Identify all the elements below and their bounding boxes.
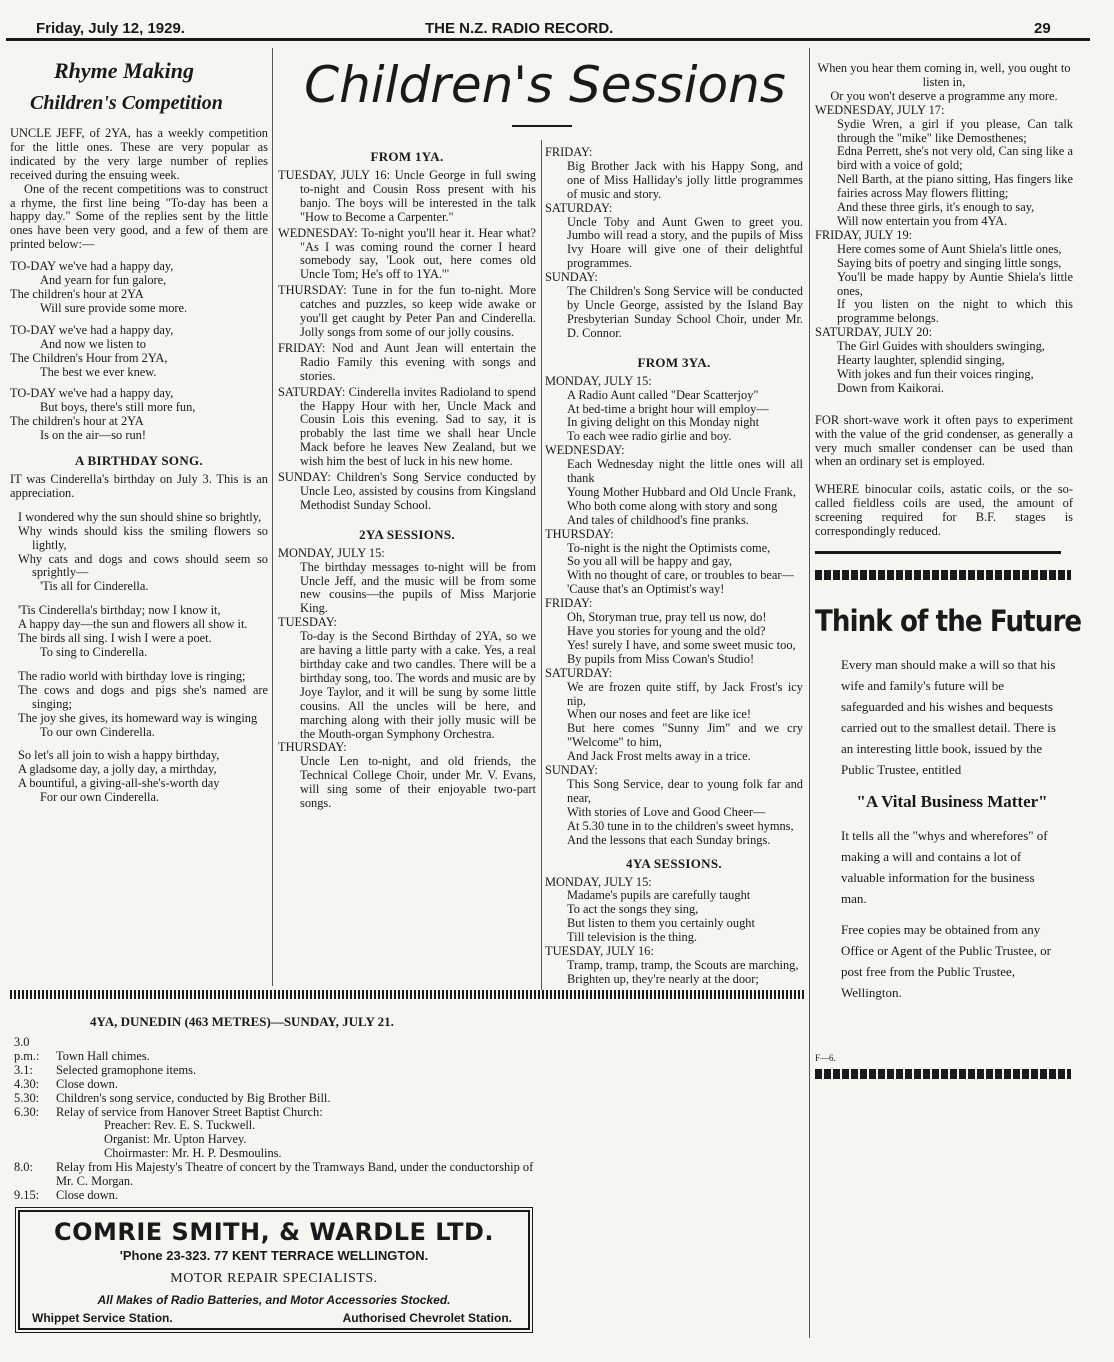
day-label: MONDAY, JULY 15: [278,545,385,560]
birthday-verse-1: I wondered why the sun should shine so brightly, Why winds should kiss the smiling flowers so lightly, Why cats and dogs and cows should seem so sprightly— 'Tis all for Cinderella. [18,509,268,594]
column-3ya-4ya: FRIDAY: Big Brother Jack with his Happy Song, and one of Miss Halliday's jolly little programmes of music and story. SATURDAY: Uncle Toby and Aunt Gwen to greet you. Jumbo will read a story, and the pupils of Miss Ivy Hoare will give one of their delightful programmes. SUNDAY: The Children's Song Service will be conducted by Uncle George, assisted by the Island Bay Presbyterian Sunday School Choir, under Mr. D. Connor. FROM 3YA. MONDAY, JULY 15: A Radio Aunt called "Dear Scatterjoy" At bed-time a bright hour will employ— In giving delight on this Monday night To each wee radio girlie and boy. WEDNESDAY: Each Wednesday night the little ones will all thank Young Mother Hubbard and Old Uncle Frank, Who both come along with story and song And tales of childhood's fine pranks. THURSDAY: To-night is the night the Optimists come, So you all will be happy and gay, With no thought of care, or troubles to bear— 'Cause that's an Optimist's way! FRIDAY: Oh, Storyman true, pray tell us now, do! Have you stories for young and the old? Yes! surely I have, and some sweet music too, By pupils from Miss Cowan's Studio! SATURDAY: We are frozen quite stiff, by Jack Frost's icy nip, When our noses and feet are like ice! But here comes "Sunny Jim" and we cry "Welcome" to him, And Jack Frost melts away in a trice. SUNDAY: This Song Service, dear to young folk far and near, With stories of Love and Good Cheer— At 5.30 tune in to the children's sweet hymns, And the lessons that each Sunday brings. 4YA SESSIONS. MONDAY, JULY 15: Madame's pupils are carefully taught To act the songs they sing, But listen to them you certainly ought Till television is the thing. TUESDAY, JULY 16: Tramp, tramp, tramp, the Scouts are marching, Brighten up, they're nearly at the door; [545,145,803,986]
day-label: MONDAY, JULY 15: [545,874,652,889]
dunedin-program: 4YA, DUNEDIN (463 METRES)—SUNDAY, JULY 21. 3.0 p.m.: Town Hall chimes. 3.1: Selected gramophone items. 4.30: Close down. 5.30: Children's song service, conducted by Big Brother Bill. 6.30: Relay of service from Hanover Street Baptist Church: Preacher: Rev. E. S. Tuckwell. Organist: Mr. Upton Harvey. Choirmaster: Mr. H. P. Desmoulins. 8.0: Relay from His Majesty's Theatre of concert by the Tramways Band, under the conductorship of Mr. C. Morgan. 9.15: Close down. [14,1014,534,1202]
birthday-song-heading: A BIRTHDAY SONG. [75,453,203,469]
birthday-verse-3: The radio world with birthday love is ringing; The cows and dogs and pigs she's named are singing; The joy she gives, its homeward way is winging To our own Cinderella. [18,668,268,739]
day-label: FRIDAY: [278,340,326,355]
comrie-smith-advert [18,1210,530,1330]
book-title: "A Vital Business Matter" [856,792,1048,811]
section-rule [815,551,1061,554]
day-label: THURSDAY: [278,283,347,298]
advert-address: 'Phone 23-323. 77 KENT TERRACE WELLINGTON. [119,1248,429,1263]
masthead-rule [6,38,1090,41]
future-para-1: Every man should make a will so that his wife and family's future will be safeguarded and his wishes and bequests carried out to the smallest detail. There is an interesting little book, issued by the Public Trustee, entitled [841,657,1056,777]
hatched-divider [10,990,805,999]
ornamental-border [815,570,1071,580]
day-label: SATURDAY: [545,200,613,215]
birthday-verse-4: So let's all join to wish a happy birthday, A gladsome day, a jolly day, a mirthday, A bountiful, a giving-all-she's-worth day For our own Cinderella. [18,748,220,805]
2ya-sessions-heading: 2YA SESSIONS. [359,526,455,542]
rhyme-poem-1: TO-DAY we've had a happy day, And yearn for fun galore, The children's hour at 2YA Will sure provide some more. [10,259,188,315]
future-para-2: It tells all the "whys and wherefores" of making a will and contains a lot of valuable information for the business man. [841,828,1048,906]
column-divider [272,48,273,986]
sessions-title: Children's Sessions [304,56,786,114]
rhyme-subtitle: Children's Competition [30,92,223,114]
day-label: THURSDAY: [545,526,614,541]
rhyme-column [10,58,268,805]
binocular-note: WHERE binocular coils, astatic coils, or the so-called fieldless coils are used, the amount of screening required for B.F. stages is correspondingly reduced. [815,482,1073,539]
day-label: WEDNESDAY: [545,443,625,458]
day-label: SATURDAY: [545,665,613,680]
rhyme-intro-2: One of the recent competitions was to construct a rhyme, the first line being "To-day has been a happy day." Some of the replies sent by the little ones have been very good, and a few of them are printed below:— [10,181,268,252]
advert-tagline: MOTOR REPAIR SPECIALISTS. [170,1271,378,1286]
day-label: FRIDAY: [545,145,593,159]
shortwave-note: FOR short-wave work it often pays to experiment with the value of the grid condenser, as generally a very much smaller condenser can be used than when an ordinary set is employed. [815,412,1073,469]
title-rule [512,125,572,127]
rhyme-poem-3: TO-DAY we've had a happy day, But boys, there's still more fun, The children's hour at 2YA Is on the air—so run! [10,386,196,443]
rhyme-poem-2: TO-DAY we've had a happy day, And now we listen to The Children's Hour from 2YA, The best we ever knew. [10,322,174,379]
birthday-intro: IT was Cinderella's birthday on July 3. This is an appreciation. [10,472,268,500]
day-label: MONDAY, JULY 15: [545,373,652,388]
future-para-3: Free copies may be obtained from any Office or Agent of the Public Trustee, or post free from the Public Trustee, Wellington. [841,922,1051,1000]
advert-company: COMRIE SMITH, & WARDLE LTD. [53,1218,494,1246]
day-label: SUNDAY: [278,470,331,485]
issue-date: Friday, July 12, 1929. [36,20,185,37]
advert-chevrolet: Authorised Chevrolet Station. [342,1311,512,1325]
rhyme-title: Rhyme Making [54,58,194,83]
day-label: TUESDAY, JULY 16: [278,168,391,182]
rhyme-intro: UNCLE JEFF, of 2YA, has a weekly competition for the little ones. These are very popular as indicated by the very large number of replies received during the ensuing week. [10,126,268,182]
from-3ya-heading: FROM 3YA. [637,354,711,370]
column-divider [541,140,542,990]
column-4: When you hear them coming in, well, you ought to listen in, Or you won't deserve a programme any more. WEDNESDAY, JULY 17: Sydie Wren, a girl if you please, Can talk through the "mike" like Demosthenes; Edna Perrett, she's not very old, Can sing like a bird with a voice of gold; Nell Barth, at the piano sitting, Has fingers like fairies across May flowers flitting; And these three girls, it's enough to say, Will now entertain you from 4YA. FRIDAY, JULY 19: Here comes some of Aunt Shiela's little ones, Saying bits of poetry and singing little songs, You'll be made happy by Auntie Shiela's little ones, If you listen on the night to which this programme belongs. SATURDAY, JULY 20: The Girl Guides with shoulders swinging, Hearty laughter, splendid singing, With jokes and fun their voices ringing, Down from Kaikorai. FOR short-wave work it often pays to experiment with the value of the grid condenser, as generally a very much smaller condenser can be used than when an ordinary set is employed. WHERE binocular coils, astatic coils, or the so-called fieldless coils are used, the amount of screening required for B.F. stages is correspondingly reduced. Think of the Future Every man should make a will so that his wife and family's future will be safeguarded and his wishes and bequests carried out to the smallest detail. There is an interesting little book, issued by the Public Trustee, entitled "A Vital Business Matter" It tells all the "whys and wherefores" of making a will and contains a lot of valuable information for the business man. Free copies may be obtained from any Office or Agent of the Public Trustee, or post free from the Public Trustee, Wellington. F—6. [815,62,1073,1079]
column-1ya-2ya: FROM 1YA. TUESDAY, JULY 16: Uncle George in full swing to-night and Cousin Ross present with his banjo. The boys will be interested in the talk "How to Become a Carpenter." WEDNESDAY: To-night you'll hear it. Hear what? "As I was coming round the corner I heard somebody say, 'Look out, here comes old Uncle Tom; He's off to 1YA.'" THURSDAY: Tune in for the fun to-night. More catches and puzzles, so keep wide awake or you'll get caught by Peter Pan and Cinderella. Jolly songs from some of our jolly cousins. FRIDAY: Nod and Aunt Jean will entertain the Radio Family this evening with songs and stories. SATURDAY: Cinderella invites Radioland to spend the Happy Hour with her, Uncle Mack and Cousin Lois this evening. Sad to say, it is probably the last time we shall hear Uncle Mack before he leaves New Zealand, but we wish him the best of luck in his new home. SUNDAY: Children's Song Service conducted by Uncle Leo, assisted by cousins from Kingsland Methodist Sunday School. 2YA SESSIONS. MONDAY, JULY 15: The birthday messages to-night will be from Uncle Jeff, and the music will be from some new cousins—the pupils of Miss Marjorie King. TUESDAY: To-day is the Second Birthday of 2YA, so we are having a little party with a cake. Yes, a real birthday cake and two candles. There will be a birthday song, too. The words and music are by Joye Taylor, and it will be sung by some little cousins. All the uncles will be here, and marching along with their jolly music will be the Mouth-organ Symphony Orchestra. THURSDAY: Uncle Len to-night, and old friends, the Technical College Choir, under Mr. V. Evans, will sing some of their enjoyable two-part songs. [278,149,537,811]
from-1ya-heading: FROM 1YA. [370,149,444,164]
day-label: FRIDAY: [545,596,593,611]
day-label: THURSDAY: [278,740,347,755]
page-number: 29 [1034,20,1051,37]
future-title: Think of the Future [815,604,1082,638]
advert-batteries: All Makes of Radio Batteries, and Motor Accessories Stocked. [97,1293,451,1307]
ornamental-border [815,1069,1071,1079]
dunedin-heading: 4YA, DUNEDIN (463 METRES)—SUNDAY, JULY 21. [90,1014,394,1029]
day-label: SUNDAY: [545,763,598,778]
birthday-verse-2: 'Tis Cinderella's birthday; now I know it, A happy day—the sun and flowers all show it. The birds all sing. I wish I were a poet. To sing to Cinderella. [18,603,248,659]
day-label: SUNDAY: [545,270,598,285]
advert-whippet: Whippet Service Station. [32,1311,173,1325]
masthead [0,6,1114,40]
day-label: SATURDAY: [278,384,346,399]
ad-code: F—6. [815,1053,836,1063]
day-label: TUESDAY, JULY 16: [545,944,654,959]
4ya-sessions-heading: 4YA SESSIONS. [626,855,722,871]
day-label: FRIDAY, JULY 19: [815,227,913,242]
day-label: TUESDAY: [278,615,337,630]
day-label: SATURDAY, JULY 20: [815,325,933,340]
day-label: WEDNESDAY, JULY 17: [815,102,945,117]
column-divider [809,48,810,1338]
day-label: WEDNESDAY: [278,225,358,240]
paper-name: THE N.Z. RADIO RECORD. [425,20,614,37]
